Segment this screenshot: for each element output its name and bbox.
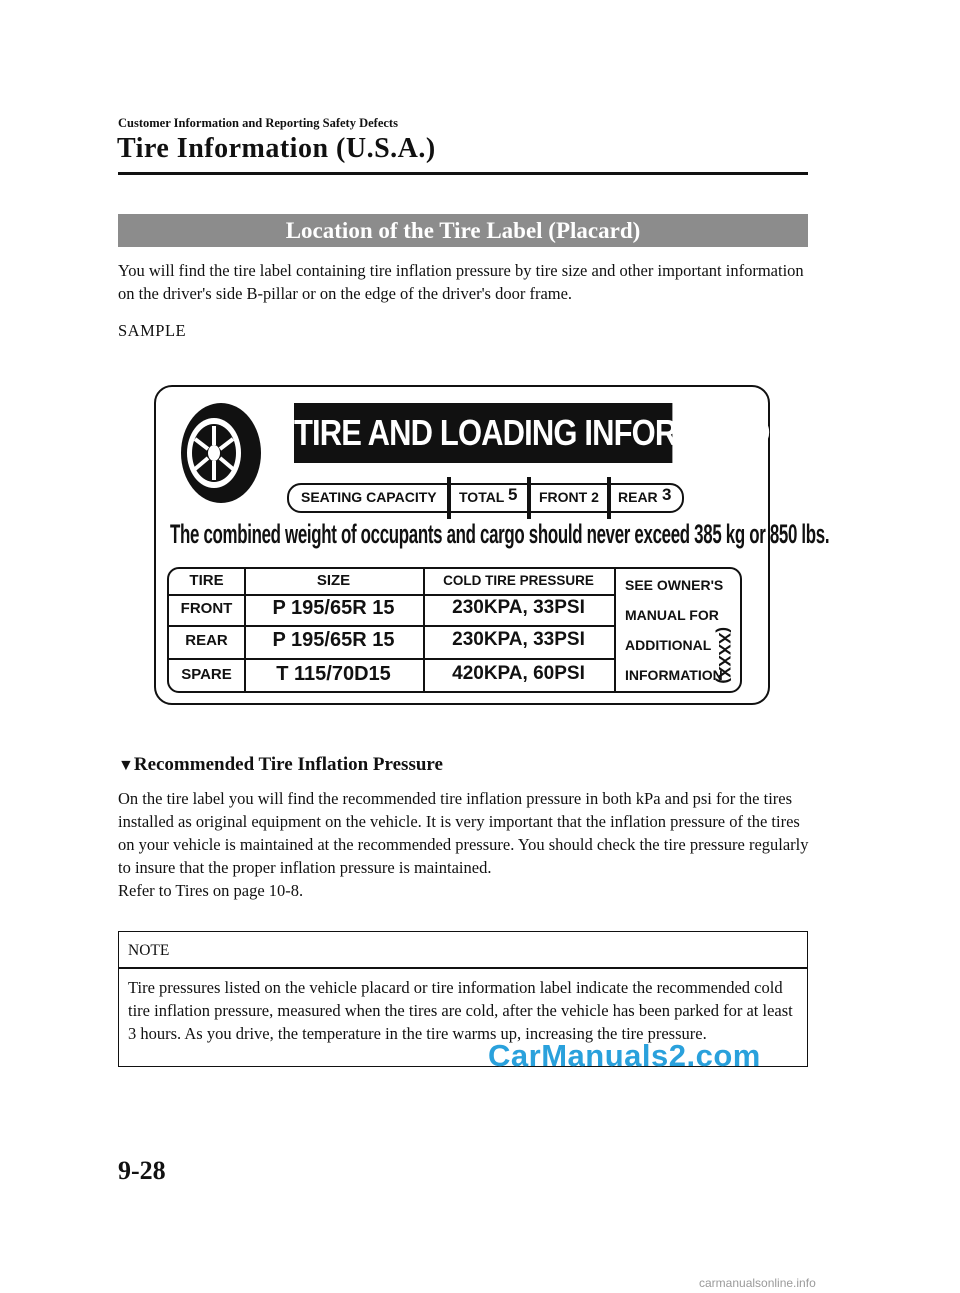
row-rear-size: P 195/65R 15 (272, 629, 395, 651)
footer-watermark: carmanualsonline.info (699, 1276, 816, 1290)
sample-label: SAMPLE (118, 321, 187, 340)
section-banner: Location of the Tire Label (Placard) (118, 214, 808, 247)
seating-capacity-row (287, 483, 684, 513)
tire-placard (154, 385, 830, 705)
combined-weight-text: The combined weight of occupants and cargo should never exceed 385 kg or 850 lbs. (170, 519, 830, 549)
page-title: Tire Information (U.S.A.) (117, 133, 436, 164)
rear-value: 3 (662, 485, 672, 504)
row-spare-tire: SPARE (181, 666, 232, 683)
header-size: SIZE (316, 572, 351, 589)
placard-title: TIRE AND LOADING INFORMATION (294, 403, 672, 463)
row-front-pressure: 230KPA, 33PSI (452, 597, 585, 618)
triangle-marker-icon: ▼ (118, 757, 134, 774)
row-front-tire: FRONT (180, 600, 233, 617)
divider-tick (527, 477, 531, 519)
rear-label: REAR (618, 489, 658, 505)
seating-capacity-label: SEATING CAPACITY (301, 489, 437, 505)
owner-note-line: MANUAL FOR (625, 607, 719, 623)
title-rule (118, 172, 808, 175)
table-divider (169, 658, 614, 660)
intro-paragraph: You will find the tire label containing tire inflation pressure by tire size and other important information on the driver's side B-pillar or on the edge of the driver's door frame. (118, 261, 804, 303)
divider-tick (607, 477, 611, 519)
owner-note-line: SEE OWNER'S (625, 577, 724, 593)
header-pressure: COLD TIRE PRESSURE (443, 573, 594, 588)
note-text: Tire pressures listed on the vehicle placard or tire information label indicate the recommended cold tire inflation pressure, measured when the tires are cold, after the vehicle has been parked for at least 3 hours. As you drive, the temperature in the tire warms up, increasing the tire pressure. (128, 978, 793, 1043)
row-spare-pressure: 420KPA, 60PSI (452, 663, 585, 684)
page-number: 9-28 (118, 1156, 166, 1185)
body-text (118, 787, 818, 902)
tire-pressure-table (167, 567, 742, 693)
body-paragraph: On the tire label you will find the recommended tire inflation pressure in both kPa and psi for the tires installed as original equipment on the vehicle. It is very important that the inflation pressure of the tires on your vehicle is maintained at the recommended pressure. You should check the tire pressure regularly to insure that the proper inflation pressure is maintained. (118, 789, 809, 877)
total-label: TOTAL (459, 489, 505, 505)
row-rear-tire: REAR (185, 632, 228, 649)
row-front-size: P 195/65R 15 (272, 597, 395, 619)
row-rear-pressure: 230KPA, 33PSI (452, 629, 585, 650)
watermark-logo: CarManuals2.com (488, 1038, 761, 1073)
header-tire: TIRE (189, 572, 224, 589)
total-value: 5 (508, 485, 518, 504)
page-reference: Refer to Tires on page 10-8. (118, 881, 304, 900)
divider-tick (447, 477, 451, 519)
row-spare-size: T 115/70D15 (276, 663, 391, 685)
note-heading: NOTE (128, 942, 170, 959)
section-label: Customer Information and Reporting Safety Defects (118, 116, 398, 130)
owner-note-line: ADDITIONAL (625, 637, 712, 653)
sub-heading-text: Recommended Tire Inflation Pressure (133, 754, 443, 775)
tire-icon (179, 401, 263, 505)
table-divider (169, 594, 614, 596)
note-divider (119, 967, 807, 969)
owner-note-line: INFORMATION (625, 667, 723, 683)
sub-heading (118, 754, 443, 776)
placard-code: (XXXX) (715, 627, 734, 684)
front-label: FRONT 2 (539, 489, 599, 505)
table-divider (614, 569, 616, 691)
table-divider (169, 625, 614, 627)
